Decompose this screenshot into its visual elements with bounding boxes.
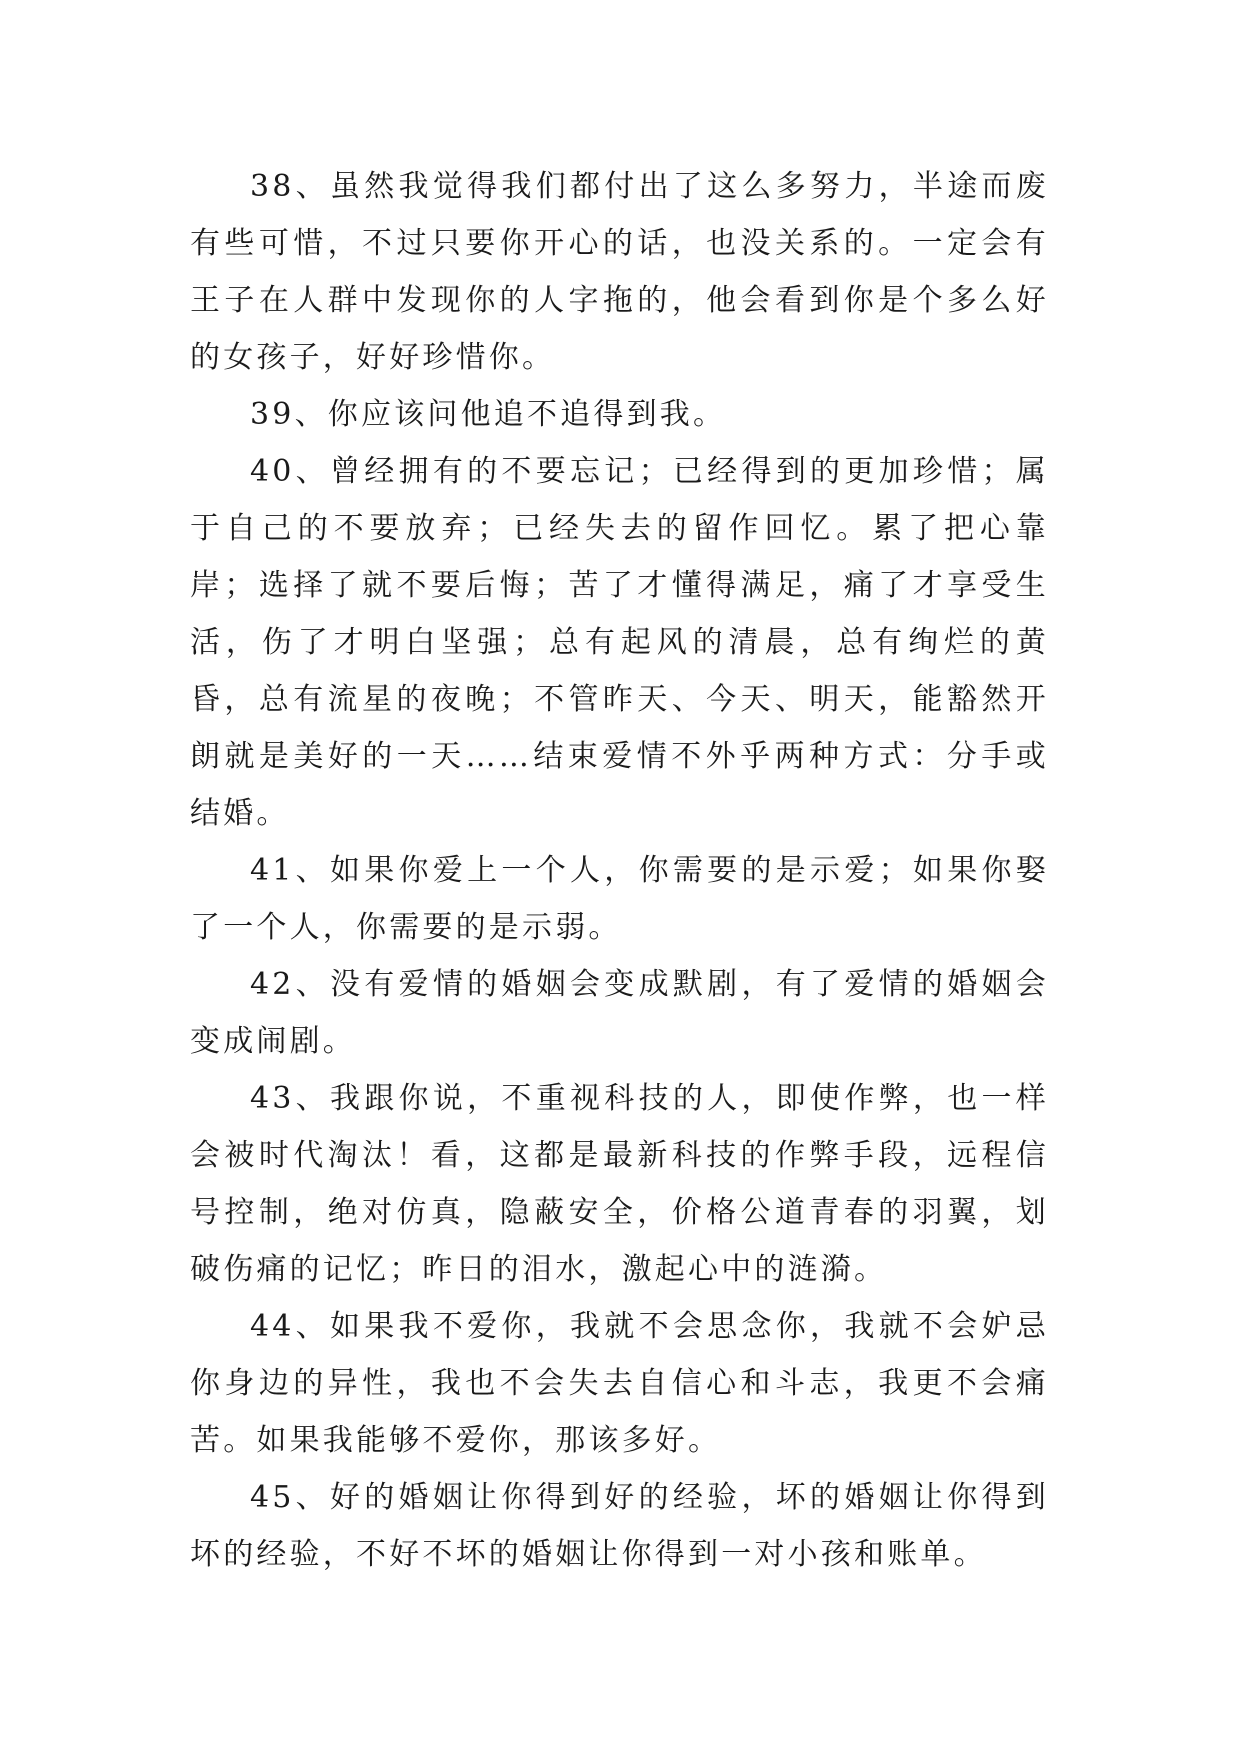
- paragraph-43: 43、我跟你说，不重视科技的人，即使作弊，也一样会被时代淘汰！看，这都是最新科技的作弊手段，远程信号控制，绝对仿真，隐蔽安全，价格公道青春的羽翼，划破伤痛的记忆；昨日的泪水，激起心中的涟漪。: [190, 1081, 1049, 1287]
- paragraph-44: 44、如果我不爱你，我就不会思念你，我就不会妒忌你身边的异性，我也不会失去自信心和斗志，我更不会痛苦。如果我能够不爱你，那该多好。: [190, 1309, 1049, 1458]
- paragraph-38: 38、虽然我觉得我们都付出了这么多努力，半途而废有些可惜，不过只要你开心的话，也没关系的。一定会有王子在人群中发现你的人字拖的，他会看到你是个多么好的女孩子，好好珍惜你。: [190, 169, 1049, 375]
- paragraph-40: 40、曾经拥有的不要忘记；已经得到的更加珍惜；属于自己的不要放弃；已经失去的留作回忆。累了把心靠岸；选择了就不要后悔；苦了才懂得满足，痛了才享受生活，伤了才明白坚强；总有起风的清晨，总有绚烂的黄昏，总有流星的夜晚；不管昨天、今天、明天，能豁然开朗就是美好的一天……结束爱情不外乎两种方式：分手或结婚。: [190, 454, 1049, 831]
- paragraph-45: 45、好的婚姻让你得到好的经验，坏的婚姻让你得到坏的经验，不好不坏的婚姻让你得到一对小孩和账单。: [190, 1480, 1049, 1572]
- paragraph-39: 39、你应该问他追不追得到我。: [250, 397, 727, 432]
- paragraph-41: 41、如果你爱上一个人，你需要的是示爱；如果你娶了一个人，你需要的是示弱。: [190, 853, 1049, 945]
- paragraph-42: 42、没有爱情的婚姻会变成默剧，有了爱情的婚姻会变成闹剧。: [190, 967, 1049, 1059]
